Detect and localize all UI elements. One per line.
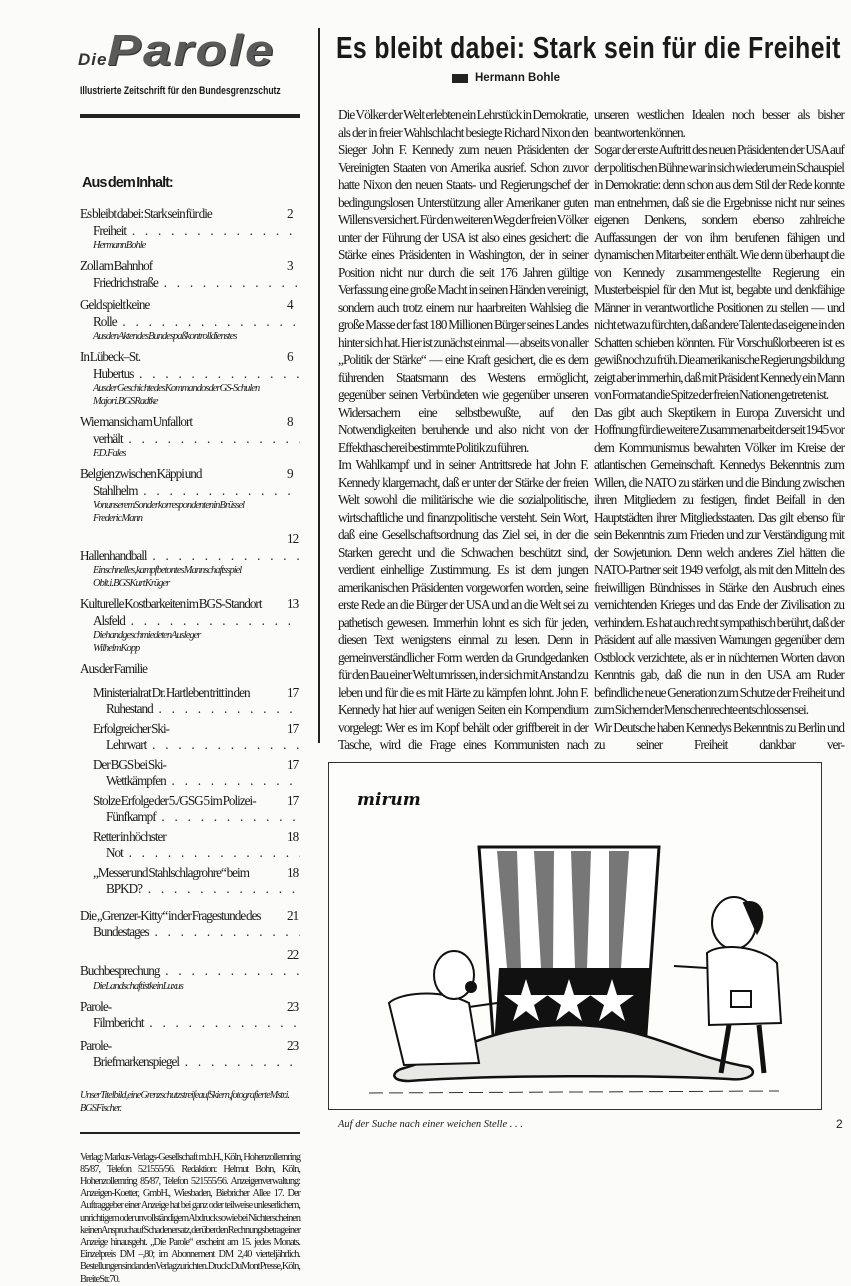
toc-entry-title: Die „Grenzer-Kitty“ in der Fragestunde des Bundestages . . .	[80, 908, 300, 940]
article-paragraph: Das gibt auch Skeptikern in Europa Zuversicht und Hoffnung für die weitere Zusammenarbeit der seit 1945 vor dem Kommunismus bewahrten Völker im Kreise der atlantischen Gemeinschaft. Kennedys Bekenntnis zum Willen, die NATO zu stärken und die Bindung zwischen ihren Mitgliedern zu festigen, findet Beifall in den Hauptstädten ihrer Mitgliedsstaaten. Das gilt ebenso für sein Bekenntnis zum Frieden und zur Verständigung mit der Sowjetunion. Denn welch anderes Ziel hätten die NATO-Partner seit 1949 verfolgt, als mit den Mitteln des freiwilligen Bündnisses in Stärke den Ausbruch eines vernichtenden Krieges und das Ende der Zivilisation zu verhindern. Es hat auch recht sympathisch berührt, daß der Präsident auf alle massiven Warnungen gegenüber dem Ostblock verzichtete, als er in nüchternen Worten davon Kenntnis gab, daß die nun in den USA am Ruder befindliche neue Generation zum Schutze der Freiheit und zum Sichern der Menschenrechte entschlossen sei.	[594, 404, 844, 717]
article-headline: Es bleibt dabei: Stark sein für die Freiheit	[336, 30, 841, 65]
article-paragraph: unseren westlichen Idealen noch besser als bisher beantworten können.	[594, 107, 844, 140]
cover-note: Unser Titelbild, eine Grenzschutzstreife auf Skiern, fotografierte Mstr. i. BGS Fischer.	[80, 1089, 290, 1114]
toc-entry-line	[80, 531, 300, 564]
toc-entry-title: Parole-Briefmarkenspiegel . . .	[80, 1038, 300, 1070]
imprint: Verlag: Markus-Verlags-Gesellschaft m.b.H., Köln, Hohenzollernring 85/87, Telefon 521555/56. Redaktion: Helmut Bohn, Köln, Hohenzollernring 85/87, Telefon 521555/56. Anzeigenverwaltung: Anzeigen-Koetter, GmbH., Wiesbaden, Biebricher Allee 17. Der Auftraggeber einer Anzeige hat bei ganz oder teilweise unleserlichem, unrichtigem oder unvollständigem Abdruck sowie bei Nichterscheinen keinen Anspruch auf Schadenersatz, der über den Rechnungsbetrag einer Anzeige hinausgeht. „Die Parole“ erscheint am 15. jedes Monats. Einzelpreis DM –,80; im Abonnement DM 2,40 vierteljährlich. Bestellungen sind an den Verlag zu richten. Druck: DuMont Presse, Köln, Breite Str. 70.	[80, 1151, 300, 1285]
standing-man-figure	[674, 897, 781, 1073]
toc-heading: Aus dem Inhalt:	[82, 175, 173, 191]
toc-entry	[80, 258, 300, 291]
logo-die: Die	[78, 50, 108, 69]
toc-page-number: 23	[287, 998, 299, 1014]
author-name: Hermann Bohle	[475, 72, 560, 84]
toc-page-number: 6	[296, 349, 300, 366]
toc-entry	[80, 865, 300, 898]
article-column-1	[338, 106, 588, 754]
toc-page-number: 2	[296, 206, 300, 223]
toc-entry-line	[80, 466, 300, 499]
toc-page-number: 21	[287, 907, 299, 923]
toc-entry-subtitle: Hermann Bohle	[93, 240, 146, 251]
toc-group-title: Aus der Familie	[80, 661, 147, 676]
cartoon-illustration	[328, 762, 822, 1110]
toc-entry-line	[93, 793, 300, 826]
toc-entry-subtitle: Aus den Akten des Bundespaßkontrolldienstes	[93, 331, 237, 342]
toc-entry-line	[93, 685, 300, 718]
toc-entry	[80, 414, 300, 460]
article-column-2	[594, 106, 844, 754]
logo-parole: Parole	[107, 26, 276, 75]
toc-entry-title: Belgien zwischen Käppi und Stahlhelm . . .	[80, 466, 300, 498]
toc-entry-title: Stolze Erfolge der 5./GSG 5 im Polizei-Fünfkampf . . .	[93, 793, 300, 825]
toc-entry-line	[93, 865, 300, 898]
toc-entry-line	[80, 596, 300, 629]
toc-page-number: 8	[296, 414, 300, 431]
toc-entry	[80, 297, 300, 343]
page-number: 2	[836, 1117, 843, 1131]
toc-page-number: 22	[287, 946, 299, 962]
toc-page-number: 17	[287, 684, 299, 700]
byline-marker	[452, 74, 468, 83]
toc-page-number: 17	[287, 756, 299, 772]
toc-entry-subtitle: Die handgeschmiedeten Ausleger	[93, 630, 201, 641]
toc-entry-line	[80, 414, 300, 447]
toc-entry-subtitle: Frederic Mann	[93, 513, 142, 524]
toc-entry	[80, 349, 300, 408]
toc-entry	[80, 596, 300, 655]
toc-entry-title: Hallenhandball . . .	[80, 548, 300, 563]
toc-entry-title: Buchbesprechung . . .	[80, 963, 300, 978]
toc-entry	[80, 757, 300, 790]
toc-entry	[80, 466, 300, 525]
toc-entry	[80, 908, 300, 941]
toc-entry-subtitle: Ein schnelles, kampfbetontes Mannschaftsspiel	[93, 565, 242, 576]
toc-entry	[80, 206, 300, 252]
toc-entry-line	[80, 908, 300, 941]
cartoon-signature: mirum	[357, 790, 421, 810]
toc-entry-title: Wie man sich am Unfallort verhält . . .	[80, 414, 300, 446]
toc-page-number: 17	[287, 792, 299, 808]
left-column	[80, 174, 300, 1286]
toc-group-aus-der-familie	[80, 661, 300, 898]
toc-entry-title: Parole-Filmbericht . . .	[80, 999, 300, 1031]
cartoon-caption: Auf der Suche nach einer weichen Stelle . . .	[338, 1119, 523, 1130]
toc-entry-title: Es bleibt dabei: Stark sein für die Freiheit . . .	[80, 206, 300, 238]
toc-entry-line	[80, 349, 300, 382]
article-byline	[452, 72, 560, 84]
cartoon-drawing	[329, 763, 821, 1109]
toc-entry-subtitle: Major i. BGS Radtke	[93, 396, 158, 407]
toc-entry-line	[93, 721, 300, 754]
toc-entry-subtitle: Wilhelm Kopp	[93, 643, 140, 654]
toc-page-number: 13	[287, 596, 299, 611]
article-paragraph: Wir Deutsche haben Kennedys Bekenntnis zu Berlin und zu seiner Freiheit dankbar ver-	[594, 719, 844, 752]
masthead-tagline: Illustrierte Zeitschrift für den Bundesgrenzschutz	[80, 85, 281, 97]
toc-entry-line	[93, 829, 300, 862]
toc-entry-line	[80, 947, 300, 980]
toc-page-number: 23	[287, 1037, 299, 1053]
article-paragraph: Die Völker der Welt erlebten ein Lehrstück in Demokratie, als der in freier Wahlschlacht besiegte Richard Nixon den Sieger John F. Kennedy zum neuen Präsidenten der Vereinigten Staaten von Amerika ausrief. Schon zuvor hatte Nixon den neuen Staats- und Regierungschef der bedingungslosen Unterstützung aller Amerikaner guten Willens versichert. Für den weiteren Weg der freien Völker unter der Führung der USA ist also eines gesichert: die Stärke eines Präsidenten in Washington, der in seiner Position nicht nur durch die seit 176 Jahren gültige Verfassung eine große Macht in seinen Händen vereinigt, sondern auch trotz einem nur haarbreiten Wahlsieg die große Masse der fast 180 Millionen Bürger seines Landes hinter sich hat. Hier ist zunächst einmal — abseits von aller „Politik der Stärke“ — eine Kraft gesichert, die es dem führenden Staatsmann des Westens ermöglicht, gegenüber seinen Verbündeten wie gegenüber unseren Widersachern eine selbstbewußte, auf den Notwendigkeiten beruhende und also nicht von der Effekthascherei bestimmte Politik zu führen.	[338, 107, 588, 455]
toc-entry-subtitle: Von unserem Sonderkorrespondenten in Brüssel	[93, 500, 245, 511]
toc-page-number: 17	[287, 720, 299, 736]
toc-entry-title: Geld spielt keine Rolle . . .	[80, 297, 300, 329]
toc-entry-title: Der BGS bei Ski-Wettkämpfen . . .	[93, 757, 300, 789]
toc-entry	[80, 793, 300, 826]
table-of-contents	[80, 206, 300, 1071]
toc-entry-line	[93, 757, 300, 790]
toc-page-number: 3	[296, 258, 300, 275]
toc-entry-title: Erfolgreicher Ski-Lehrwart . . .	[93, 721, 300, 753]
toc-entry	[80, 721, 300, 754]
toc-entry-title: In Lübeck–St. Hubertus . . .	[80, 349, 300, 381]
toc-entry-line	[80, 297, 300, 330]
toc-page-number: 4	[296, 297, 300, 314]
toc-page-number: 18	[287, 864, 299, 880]
toc-entry	[80, 947, 300, 993]
toc-entry-title: „Messer und Stahlschlagrohre“ beim BPKD? . . .	[93, 865, 300, 897]
toc-page-number: 12	[287, 531, 299, 546]
toc-entry	[80, 999, 300, 1032]
column-divider	[318, 28, 320, 743]
toc-entry-title: Zoll am Bahnhof Friedrichstraße . . .	[80, 258, 300, 290]
article-paragraph: Sogar der erste Auftritt des neuen Präsidenten der USA auf der politischen Bühne war in sich wiederum ein Schauspiel in Demokratie: denn schon aus dem Stil der Rede konnte man entnehmen, daß sie die Ergebnisse nicht nur seines eigenen Denkens, sondern ebenso zahlreiche Auffassungen der von ihm berufenen fähigen und dynamischen Mitarbeiter enthält. Wie denn überhaupt die von Kennedy zusammengestellte Regierung ein Musterbeispiel für den Mut ist, begabte und denkfähige Männer in verantwortliche Positionen zu stellen — und nicht etwa zu fürchten, daß andere Talente das eigene in den Schatten schieben könnten. Für Vorschußlorbeeren ist es gewiß noch zu früh. Die amerikanische Regierungsbildung zeigt aber immerhin, daß mit Präsident Kennedy ein Mann von Format an die Spitze der freien Nationen getreten ist.	[594, 142, 844, 402]
imprint-rule	[80, 1132, 300, 1134]
toc-entry-line	[80, 1038, 300, 1071]
toc-entry-line	[80, 258, 300, 291]
toc-entry	[80, 1038, 300, 1071]
toc-entry-subtitle: Aus der Geschichte des Kommandos der GS-Schulen	[93, 383, 260, 394]
toc-entry	[80, 685, 300, 718]
toc-entry-subtitle: F. D. Fales	[93, 448, 126, 459]
article-paragraph: Im Wahlkampf und in seiner Antrittsrede hat John F. Kennedy klargemacht, daß er unter der Stärke der freien Welt sowohl die militärische wie die sozialpolitische, wirtschaftliche und finanzpolitische versteht. Sein Wort, daß eine Gesellschaftsordnung das Ziel sei, in der die Starken gerecht und die Schwachen beschützt sind, verdient einhellige Zustimmung. Es ist dem jungen amerikanischen Präsidenten vorgeworfen worden, seine erste Rede an die Bürger der USA und an die Welt sei zu pathetisch gewesen. Immerhin lohnt es sich für jeden, diesen Text wenigstens einmal zu lesen. Denn in gemeinverständlicher Form werden da Grundgedanken für den Bau einer Welt umrissen, in der sich mit Anstand zu leben und für die es mit Härte zu kämpfen lohnt. John F. Kennedy hat hier auf wenigen Seiten ein Kompendium vorgelegt: Wer es im Kopf behält oder griffbereit in der Tasche, wird die Frage eines Kommunisten nach	[338, 457, 588, 752]
toc-entry	[80, 829, 300, 862]
toc-entry-title: Ministerialrat Dr. Hartleben tritt in den Ruhestand . . .	[93, 685, 300, 717]
toc-entry-title: Kulturelle Kostbarkeiten im BGS-Standort Alsfeld . . .	[80, 596, 300, 628]
toc-entry-subtitle: Die Landschaft ist kein Luxus	[93, 980, 183, 992]
toc-page-number: 9	[296, 466, 300, 483]
toc-entry-subtitle: Oblt. i. BGS Kurt Krüger	[93, 578, 170, 589]
toc-entry	[80, 531, 300, 590]
toc-entry-line	[80, 999, 300, 1032]
masthead-rule	[80, 114, 300, 118]
toc-entry-title: Retter in höchster Not . . .	[93, 829, 300, 861]
toc-entry-line	[80, 206, 300, 239]
toc-page-number: 18	[287, 828, 299, 844]
masthead-logo	[78, 26, 308, 76]
